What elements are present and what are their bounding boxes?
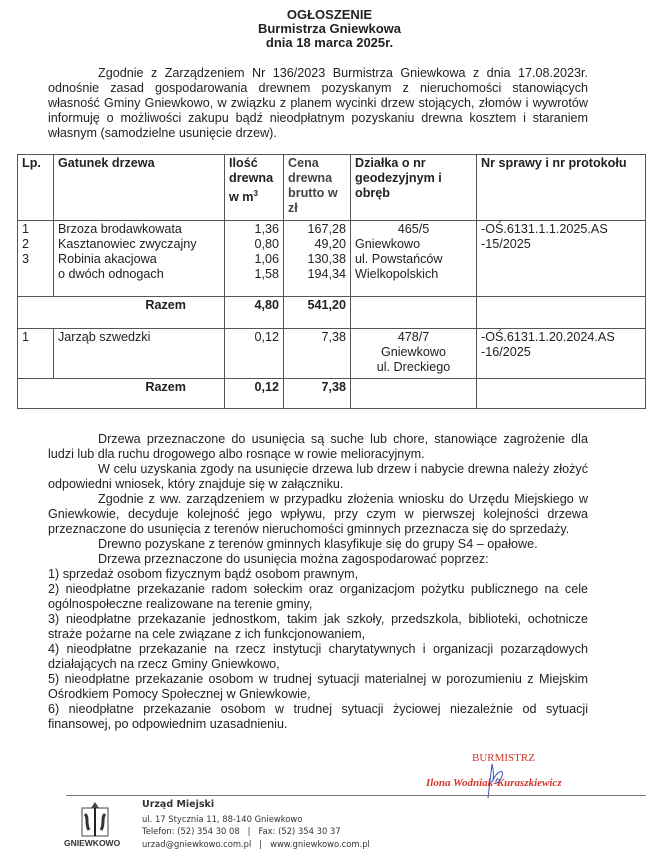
- document-title: OGŁOSZENIE: [286, 7, 373, 22]
- qty-value: 1,06: [254, 252, 279, 266]
- header-lp: Lp.: [18, 155, 54, 221]
- price-value: 49,20: [314, 237, 346, 251]
- separator: |: [247, 826, 251, 836]
- price-value: 167,28: [307, 222, 346, 236]
- qty-value: 1,58: [254, 267, 279, 281]
- case-cell: [477, 329, 646, 379]
- lp-value: 1: [22, 222, 30, 236]
- total-row: [18, 297, 646, 329]
- footer-address: ul. 17 Stycznia 11, 88-140 Gniewkowo: [142, 814, 303, 824]
- timber-table: [17, 154, 646, 409]
- case-number: -OŚ.6131.1.20.2024.AS: [481, 330, 615, 344]
- header-qty: Ilość drewna w $m^3$: [225, 155, 284, 221]
- species-value: Brzoza brodawkowata: [58, 222, 182, 236]
- option-item: 6) nieodpłatne przekazanie osobom w trudnej sytuacji życiowej niezależnie od sytuacji finansowej, po odpowiednim uzasadnieniu.: [48, 702, 588, 731]
- intro-paragraph: Zgodnie z Zarządzeniem Nr 136/2023 Burmistrza Gniewkowa z dnia 17.08.2023r. odnośnie zasad gospodarowania drewnem pozyskanym z nieruchomości stanowiących własność Gminy Gniewkowo, w związku z planem wycinki drzew stojących, złomów i wywrotów informuję o możliwości zakupu bądź nieodpłatnym pozyskaniu drewna kosztem i staraniem własnym (samodzielne usunięcie drzew).: [48, 66, 588, 140]
- total-label: Razem: [18, 297, 225, 329]
- option-item: 3) nieodpłatne przekazanie jednostkom, takim jak szkoły, przedszkola, biblioteki, ochotnicze straże pożarne na cele związane z ich funkcjonowaniem,: [48, 612, 588, 641]
- table-header-row: [18, 155, 646, 221]
- separator: |: [259, 839, 263, 849]
- header-species: Gatunek drzewa: [54, 155, 225, 221]
- footer-phone: Telefon: (52) 354 30 08: [142, 826, 240, 836]
- total-price: 7,38: [284, 379, 351, 409]
- footer-fax: Fax: (52) 354 30 37: [258, 826, 341, 836]
- qty-cell: [225, 221, 284, 297]
- case-cell: [477, 221, 646, 297]
- paragraph-order: Zgodnie z ww. zarządzeniem w przypadku złożenia wniosku do Urzędu Miejskiego w Gniewkowie, decyduje kolejność jego wpływu, przy czym w pierwszej kolejności drzewa przeznaczone do usunięcia z terenów nieruchomości gminnych przeznacza się do sprzedaży.: [48, 492, 588, 536]
- total-qty: 4,80: [225, 297, 284, 329]
- plot-number: 478/7: [397, 330, 430, 344]
- qty-value: 1,36: [254, 222, 279, 236]
- table-row: [18, 221, 646, 297]
- protocol-number: -15/2025: [481, 237, 531, 251]
- footer-contact: [142, 825, 341, 837]
- option-item: 4) nieodpłatne przekazanie na rzecz instytucji charytatywnych i organizacji pozarządowych działających na rzecz Gminy Gniewkowo,: [48, 642, 588, 671]
- lp-value: 3: [22, 252, 30, 266]
- species-value: Robinia akacjowa: [58, 252, 157, 266]
- price-value: 130,38: [307, 252, 346, 266]
- header-price: Cena drewna brutto w zł: [284, 155, 351, 221]
- empty-cell: [351, 297, 477, 329]
- document-date: dnia 18 marca 2025r.: [265, 35, 394, 50]
- plot-cell: [351, 329, 477, 379]
- footer-email[interactable]: urzad@gniewkowo.com.pl: [142, 839, 252, 849]
- empty-cell: [477, 379, 646, 409]
- lp-value: 2: [22, 237, 30, 251]
- footer-web: [142, 838, 370, 850]
- logo-text: GNIEWKOWO: [64, 838, 121, 848]
- total-row: [18, 379, 646, 409]
- document-subtitle: Burmistrza Gniewkowa: [257, 21, 402, 36]
- plot-street: ul. Dreckiego: [376, 360, 451, 374]
- plot-street: Wielkopolskich: [355, 267, 439, 281]
- footer-website[interactable]: www.gniewkowo.com.pl: [270, 839, 370, 849]
- empty-cell: [477, 297, 646, 329]
- footer-office: Urząd Miejski: [142, 799, 215, 810]
- table-row: [18, 329, 646, 379]
- plot-number: 465/5: [397, 222, 430, 236]
- paragraph-options: Drzewa przeznaczone do usunięcia można zagospodarować poprzez:: [98, 552, 489, 566]
- species-cell: Jarząb szwedzki: [54, 329, 225, 379]
- empty-cell: [351, 379, 477, 409]
- header-plot: Działka o nr geodezyjnym i obręb: [351, 155, 477, 221]
- price-value: 194,34: [307, 267, 346, 281]
- case-number: -OŚ.6131.1.1.2025.AS: [481, 222, 608, 236]
- total-qty: 0,12: [225, 379, 284, 409]
- plot-area: Gniewkowo: [380, 345, 447, 359]
- price-cell: [284, 221, 351, 297]
- price-cell: 7,38: [284, 329, 351, 379]
- option-item: 5) nieodpłatne przekazanie osobom w trudnej sytuacji materialnej w porozumieniu z Miejskim Ośrodkiem Pomocy Społecznej w Gniewkowie,: [48, 672, 588, 701]
- plot-cell: [351, 221, 477, 297]
- qty-value: 0,80: [254, 237, 279, 251]
- species-cell: [54, 221, 225, 297]
- coat-of-arms-icon: [78, 800, 112, 838]
- option-item: 1) sprzedaż osobom fizycznym bądź osobom prawnym,: [48, 567, 359, 581]
- footer-divider: [66, 795, 646, 796]
- paragraph-class: Drewno pozyskane z terenów gminnych klasyfikuje się do grupy S4 – opałowe.: [98, 537, 538, 551]
- paragraph-application: W celu uzyskania zgody na usunięcie drzewa lub drzew i nabycie drewna należy złożyć odpowiedni wniosek, który znajduje się w załączniku.: [48, 462, 588, 491]
- header-case: Nr sprawy i nr protokołu: [477, 155, 646, 221]
- handwritten-signature-icon: [482, 760, 512, 800]
- plot-area: Gniewkowo: [355, 237, 421, 251]
- species-value: o dwóch odnogach: [58, 267, 164, 281]
- option-item: 2) nieodpłatne przekazanie radom sołeckim oraz organizacjom pożytku publicznego na cele ogólnospołeczne realizowane na terenie gminy,: [48, 582, 588, 611]
- lp-cell: 1: [18, 329, 54, 379]
- qty-cell: 0,12: [225, 329, 284, 379]
- paragraph-condition: Drzewa przeznaczone do usunięcia są suche lub chore, stanowiące zagrożenie dla ludzi lub dla ruchu drogowego albo rosnące w rowie melioracyjnym.: [48, 432, 588, 461]
- total-price: 541,20: [284, 297, 351, 329]
- plot-street: ul. Powstańców: [355, 252, 443, 266]
- signature-name: Ilona Wodniak-Kuraszkiewicz: [426, 777, 562, 789]
- total-label: Razem: [18, 379, 225, 409]
- species-value: Kasztanowiec zwyczajny: [58, 237, 197, 251]
- protocol-number: -16/2025: [481, 345, 531, 359]
- signature-title: BURMISTRZ: [472, 752, 535, 764]
- lp-cell: [18, 221, 54, 297]
